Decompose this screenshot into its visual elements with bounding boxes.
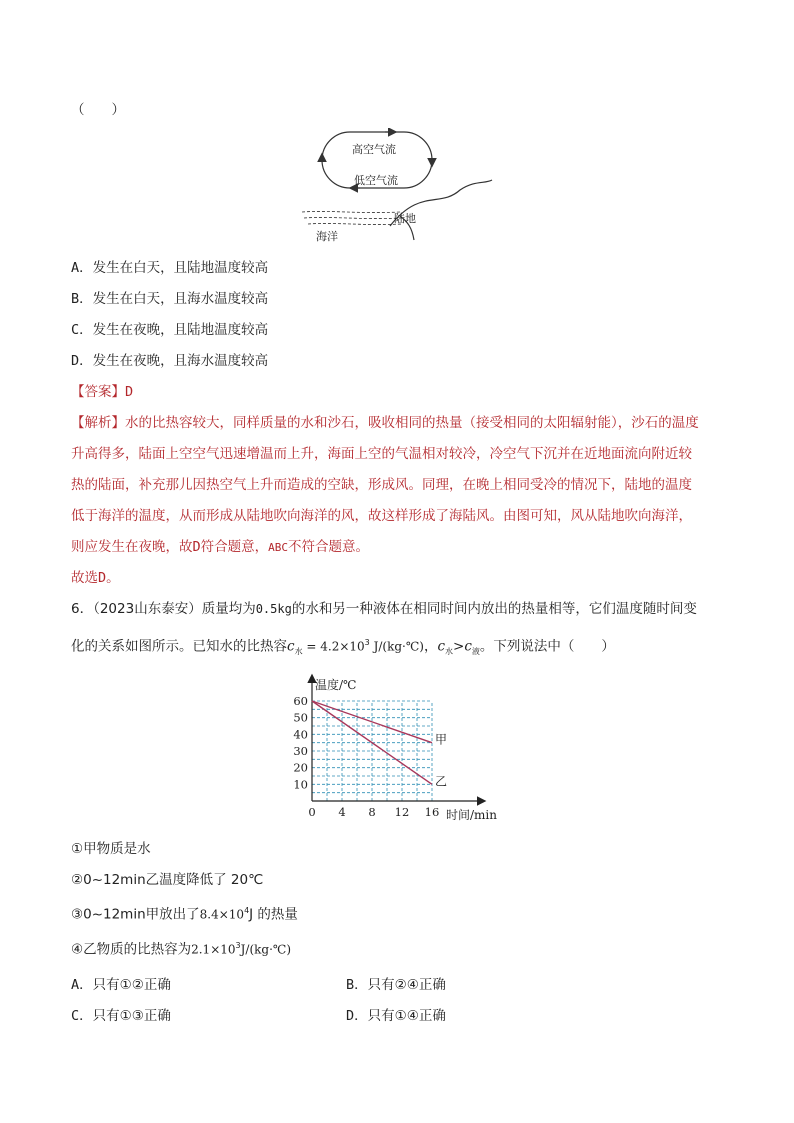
q6-statement-1: ①甲物质是水 bbox=[71, 841, 151, 857]
q6-stem-line-1: 6．（2023山东泰安）质量均为0.5kg的水和另一种液体在相同时间内放出的热量相等，它们温度随时间变 bbox=[71, 601, 697, 617]
q6-option-c: C．只有①③正确 bbox=[71, 1008, 171, 1024]
x-tick-label: 12 bbox=[394, 805, 410, 819]
q5-analysis-line-1: 【解析】水的比热容较大，同样质量的水和沙石，吸收相同的热量（接受相同的太阳辐射能），沙石的温度 bbox=[71, 415, 699, 431]
q6-statement-3: ③0~12min甲放出了$8.4\times 10^4J$ 的热量 bbox=[71, 906, 298, 923]
land-label: 陆地 bbox=[394, 212, 416, 225]
chart-series bbox=[312, 701, 447, 788]
q5-option-c: C．发生在夜晚，且陆地温度较高 bbox=[71, 322, 269, 338]
x-tick-label: 16 bbox=[424, 805, 440, 819]
q5-option-d: D．发生在夜晚，且海水温度较高 bbox=[71, 353, 269, 369]
q5-answer: 【答案】D bbox=[71, 384, 134, 400]
series-label: 乙 bbox=[435, 774, 448, 789]
y-tick-label: 50 bbox=[293, 710, 308, 725]
ocean-label: 海洋 bbox=[316, 230, 338, 243]
q5-analysis-line-2: 升高得多，陆面上空空气迅速增温而上升，海面上空的气温相对较冷，冷空气下沉并在近地面流向附近较 bbox=[71, 446, 692, 462]
q6-option-d: D．只有①④正确 bbox=[346, 1008, 446, 1024]
chart-grid bbox=[312, 701, 432, 801]
y-tick-label: 20 bbox=[293, 760, 308, 775]
y-tick-label: 30 bbox=[293, 744, 308, 758]
x-tick-label: 0 bbox=[308, 805, 316, 819]
q5-analysis-line-4: 低于海洋的温度，从而形成从陆地吹向海洋的风，故这样形成了海陆风。由图可知，风从陆地吹向海洋， bbox=[71, 508, 692, 524]
q5-option-a: A．发生在白天，且陆地温度较高 bbox=[71, 260, 269, 276]
sea-wave-3 bbox=[308, 223, 402, 224]
series-label: 甲 bbox=[435, 732, 448, 747]
q6-statement-4: ④乙物质的比热容为$2.1\times 10^3J/(kg\cdot℃)$ bbox=[71, 941, 292, 958]
q5-option-b: B．发生在白天，且海水温度较高 bbox=[71, 291, 269, 307]
x-tick-label: 8 bbox=[368, 805, 376, 819]
low-air-label: 低空气流 bbox=[354, 174, 398, 187]
chart-ticks bbox=[293, 694, 439, 819]
temperature-time-chart bbox=[282, 668, 512, 828]
sea-wave-1 bbox=[302, 211, 400, 212]
y-tick-label: 10 bbox=[293, 777, 308, 792]
q6-stem-line-2: 化的关系如图所示。已知水的比热容$c_水 = 4.2\times 10^3$ J/(kg·℃)，$c_水>c_液$。下列说法中（ ） bbox=[71, 638, 615, 657]
high-air-label: 高空气流 bbox=[352, 143, 396, 156]
sea-wave-2 bbox=[304, 217, 402, 218]
series-line bbox=[312, 701, 432, 743]
q5-choose: 故选D。 bbox=[71, 570, 120, 586]
q5-analysis-line-3: 热的陆面，补充那儿因热空气上升而造成的空缺，形成风。同理，在晚上相同受冷的情况下，陆地的温度 bbox=[71, 477, 692, 493]
x-tick-label: 4 bbox=[338, 805, 346, 819]
y-axis-label: 温度/℃ bbox=[315, 678, 357, 692]
q5-bracket: （ ） bbox=[71, 102, 125, 118]
y-tick-label: 60 bbox=[293, 694, 308, 708]
q5-analysis-line-5: 则应发生在夜晚，故D符合题意，ABC不符合题意。 bbox=[71, 539, 370, 555]
q6-option-b: B．只有②④正确 bbox=[346, 977, 446, 993]
q6-option-a: A．只有①②正确 bbox=[71, 977, 171, 993]
sea-land-breeze-diagram bbox=[290, 128, 510, 248]
y-tick-label: 40 bbox=[293, 727, 308, 742]
q6-statement-2: ②0~12min乙温度降低了 20℃ bbox=[71, 872, 264, 888]
x-axis-label: 时间/min bbox=[446, 808, 497, 822]
